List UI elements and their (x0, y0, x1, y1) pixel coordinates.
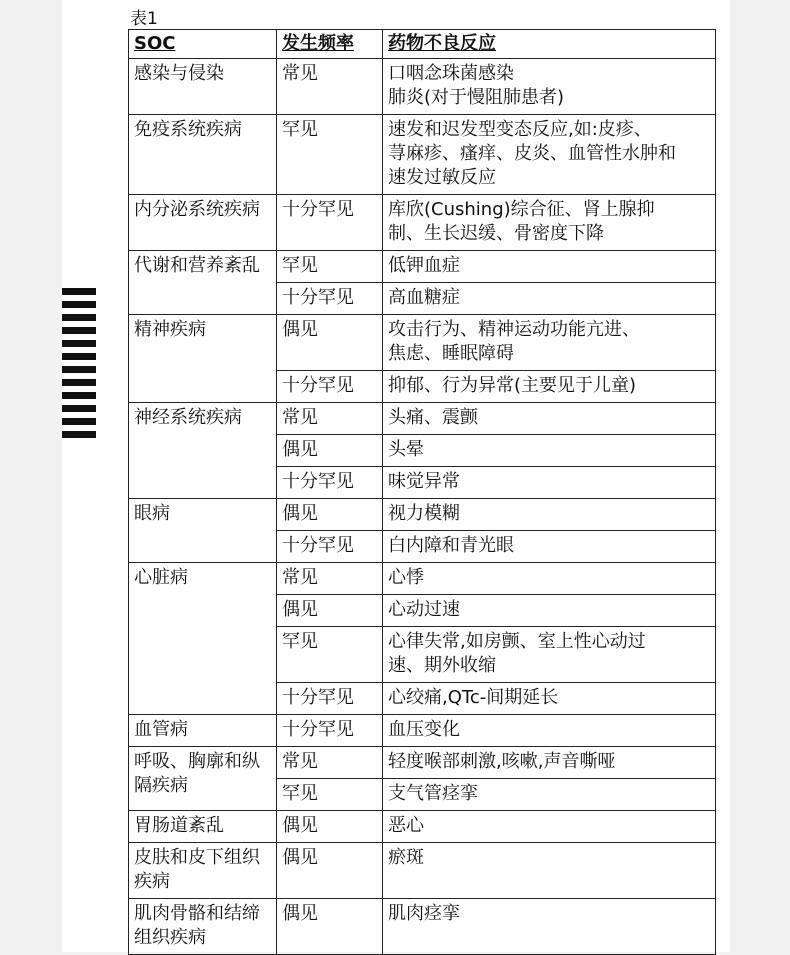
table-row (129, 899, 716, 955)
frequency-cell: 偶见 (277, 843, 383, 899)
frequency-cell: 十分罕见 (277, 683, 383, 715)
reaction-cell: 肌肉痉挛 (383, 899, 716, 955)
frequency-cell: 罕见 (277, 115, 383, 195)
reaction-cell: 支气管痉挛 (383, 779, 716, 811)
frequency-cell: 罕见 (277, 779, 383, 811)
soc-cell: 肌肉骨骼和结缔组织疾病 (129, 899, 277, 955)
table-row (129, 115, 716, 195)
reaction-cell: 白内障和青光眼 (383, 531, 716, 563)
frequency-cell: 十分罕见 (277, 715, 383, 747)
frequency-cell: 常见 (277, 747, 383, 779)
soc-cell: 心脏病 (129, 563, 277, 715)
table-row (129, 563, 716, 595)
reaction-cell: 瘀斑 (383, 843, 716, 899)
frequency-cell: 罕见 (277, 627, 383, 683)
soc-cell: 眼病 (129, 499, 277, 563)
reaction-cell: 视力模糊 (383, 499, 716, 531)
adverse-reaction-table (128, 29, 716, 955)
reaction-cell: 头痛、震颤 (383, 403, 716, 435)
reaction-cell: 味觉异常 (383, 467, 716, 499)
soc-cell: 皮肤和皮下组织疾病 (129, 843, 277, 899)
frequency-cell: 常见 (277, 563, 383, 595)
frequency-cell: 十分罕见 (277, 371, 383, 403)
header-soc: SOC (129, 30, 277, 59)
frequency-cell: 十分罕见 (277, 531, 383, 563)
reaction-cell: 心律失常,如房颤、室上性心动过 速、期外收缩 (383, 627, 716, 683)
frequency-cell: 罕见 (277, 251, 383, 283)
reaction-cell: 口咽念珠菌感染 肺炎(对于慢阻肺患者) (383, 59, 716, 115)
frequency-cell: 常见 (277, 59, 383, 115)
table-row (129, 315, 716, 371)
reaction-cell: 头晕 (383, 435, 716, 467)
soc-cell: 感染与侵染 (129, 59, 277, 115)
table-row (129, 499, 716, 531)
reaction-cell: 高血糖症 (383, 283, 716, 315)
soc-cell: 神经系统疾病 (129, 403, 277, 499)
header-frequency: 发生频率 (277, 30, 383, 59)
table-row (129, 843, 716, 899)
frequency-cell: 十分罕见 (277, 467, 383, 499)
table-row (129, 811, 716, 843)
frequency-cell: 偶见 (277, 435, 383, 467)
reaction-cell: 轻度喉部刺激,咳嗽,声音嘶哑 (383, 747, 716, 779)
table-row (129, 59, 716, 115)
table-row (129, 251, 716, 283)
soc-cell: 呼吸、胸廓和纵隔疾病 (129, 747, 277, 811)
table-caption: 表1 (130, 9, 158, 29)
reaction-cell: 血压变化 (383, 715, 716, 747)
header-reaction: 药物不良反应 (383, 30, 716, 59)
reaction-cell: 速发和迟发型变态反应,如:皮疹、 荨麻疹、瘙痒、皮炎、血管性水肿和 速发过敏反应 (383, 115, 716, 195)
soc-cell: 精神疾病 (129, 315, 277, 403)
reaction-cell: 恶心 (383, 811, 716, 843)
frequency-cell: 常见 (277, 403, 383, 435)
reaction-cell: 心动过速 (383, 595, 716, 627)
soc-cell: 免疫系统疾病 (129, 115, 277, 195)
soc-cell: 胃肠道紊乱 (129, 811, 277, 843)
reaction-cell: 库欣(Cushing)综合征、肾上腺抑 制、生长迟缓、骨密度下降 (383, 195, 716, 251)
frequency-cell: 偶见 (277, 315, 383, 371)
frequency-cell: 十分罕见 (277, 283, 383, 315)
reaction-cell: 低钾血症 (383, 251, 716, 283)
table-row (129, 715, 716, 747)
table-row (129, 195, 716, 251)
reaction-cell: 攻击行为、精神运动功能亢进、 焦虑、睡眠障碍 (383, 315, 716, 371)
reaction-cell: 心绞痛,QTc-间期延长 (383, 683, 716, 715)
frequency-cell: 偶见 (277, 499, 383, 531)
frequency-cell: 偶见 (277, 595, 383, 627)
soc-cell: 内分泌系统疾病 (129, 195, 277, 251)
table-row (129, 403, 716, 435)
soc-cell: 血管病 (129, 715, 277, 747)
frequency-cell: 偶见 (277, 899, 383, 955)
frequency-cell: 十分罕见 (277, 195, 383, 251)
table-header-row (129, 30, 716, 59)
table-row (129, 747, 716, 779)
section-marker (62, 288, 96, 444)
reaction-cell: 心悸 (383, 563, 716, 595)
reaction-cell: 抑郁、行为异常(主要见于儿童) (383, 371, 716, 403)
frequency-cell: 偶见 (277, 811, 383, 843)
soc-cell: 代谢和营养紊乱 (129, 251, 277, 315)
